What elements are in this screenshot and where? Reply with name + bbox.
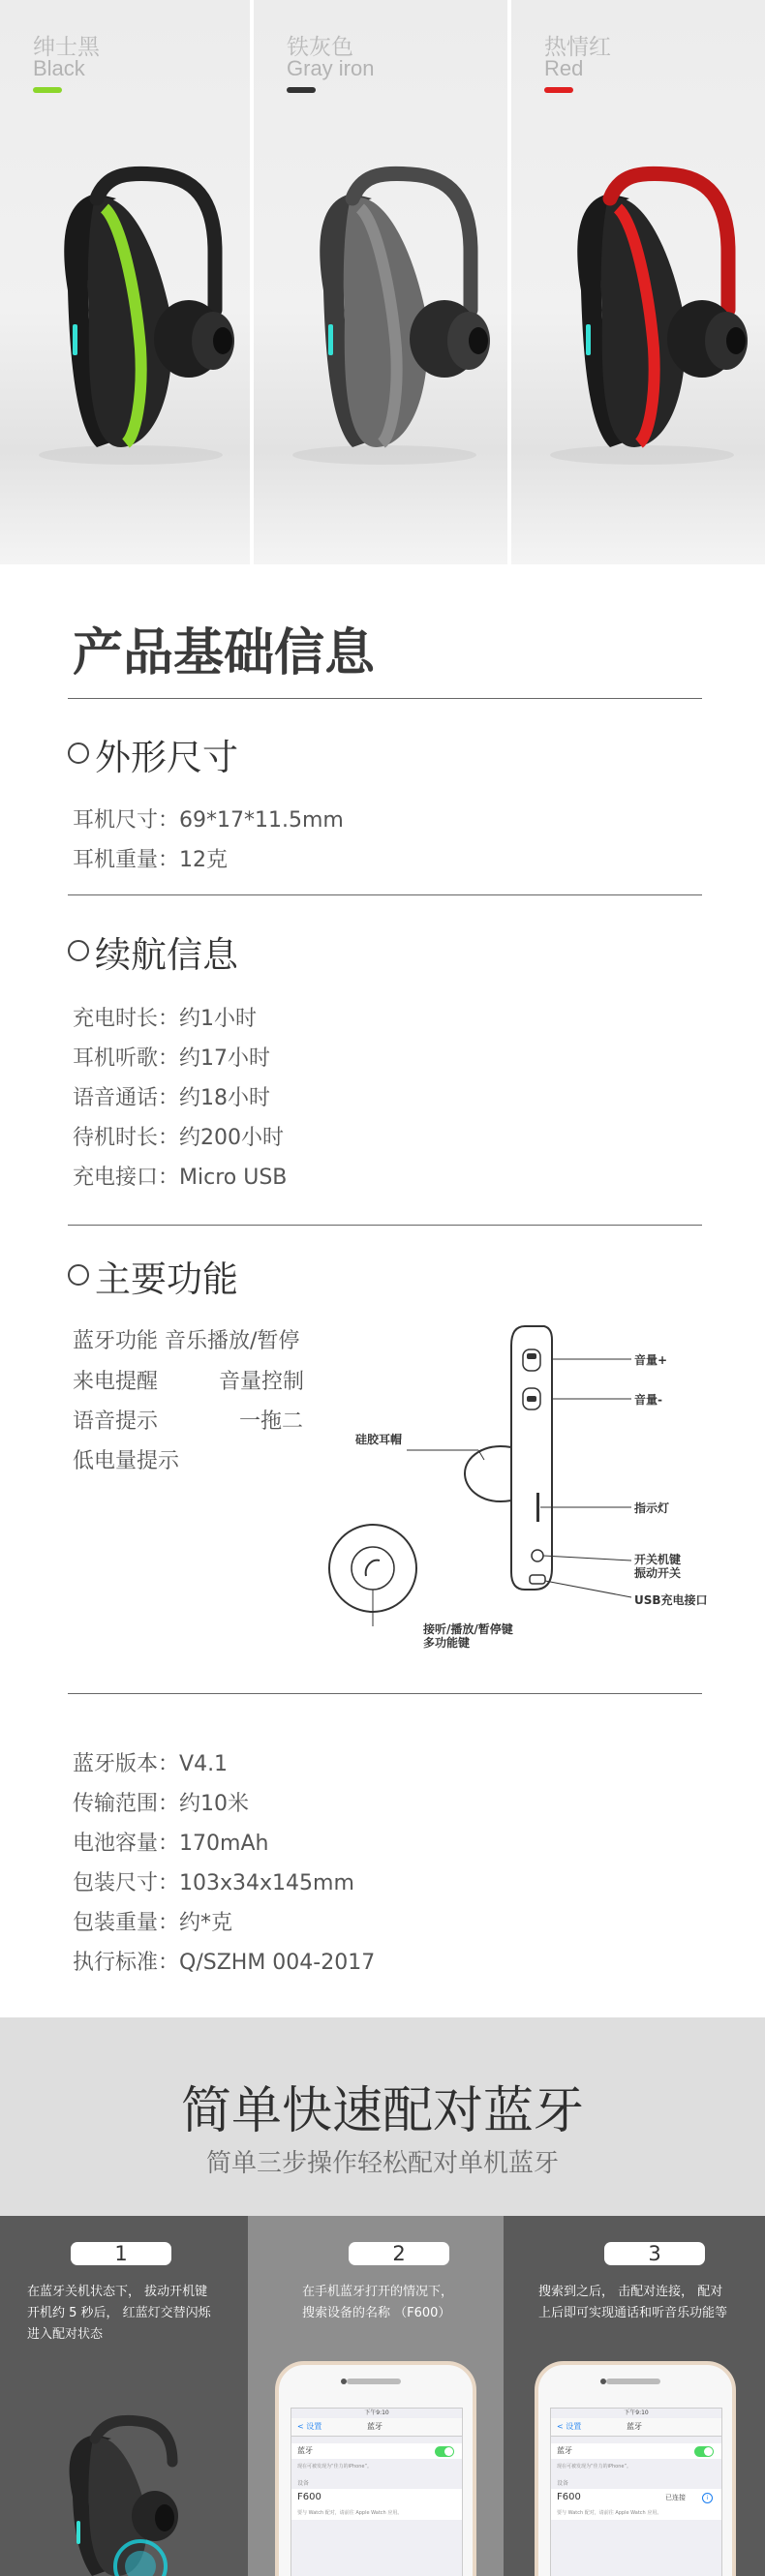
spec-value: Q/SZHM 004-2017 [179,1951,376,1975]
nav-bar [551,2418,721,2437]
phone-screen [291,2408,463,2576]
spec-row [73,1042,270,1072]
phone-speaker-icon [606,2379,660,2384]
divider [68,1225,702,1226]
label-multifunction-2: 多功能键 [423,1636,471,1650]
spec-value: Micro USB [179,1166,288,1190]
step-line: 开机约 5 秒后， 红蓝灯交替闪烁 [27,2306,211,2320]
step-line: 在手机蓝牙打开的情况下， [302,2285,454,2299]
bluetooth-toggle[interactable] [694,2446,714,2457]
label-vol-up: 音量+ [634,1353,668,1367]
spec-value: 约17小时 [179,1046,271,1071]
spec-value: 12克 [179,848,229,872]
circle-bullet-icon [68,1264,89,1286]
device-name: F600 [297,2492,321,2502]
device-row[interactable] [551,2489,721,2506]
variant-name-zh: 热情红 [544,35,611,60]
step-description [302,2282,496,2324]
connected-status: 已连接 [665,2494,686,2501]
bluetooth-label: 蓝牙 [557,2446,572,2455]
section-title-size [68,728,238,780]
spec-value: 约1小时 [179,1007,258,1031]
spec-label: 耳机听歌： [73,1046,180,1071]
bluetooth-toggle[interactable] [435,2446,454,2457]
function-item: 低电量提示 [73,1449,180,1473]
spec-label: 电池容量： [73,1832,180,1856]
device-name: F600 [557,2492,581,2502]
function-item: 语音提示 [73,1409,159,1434]
spec-row [73,803,344,833]
label-ear-cap: 硅胶耳帽 [355,1433,403,1446]
label-vibrate: 振动开关 [634,1566,682,1580]
phone-mockup [535,2361,736,2576]
discoverable-note: 现在可被发现为“佳力的iPhone”。 [557,2464,632,2470]
earpiece-black-image [0,0,250,564]
spec-row [73,1946,375,1976]
function-item: 音量控制 [219,1370,305,1394]
spec-value: V4.1 [179,1752,229,1776]
phone-screen [550,2408,722,2576]
spec-row [73,1747,228,1777]
section-title-text: 续航信息 [95,934,238,976]
variant-gray[interactable] [254,0,507,564]
spec-row [73,1161,287,1191]
earpiece-gray-image [254,0,507,564]
function-item: 一拖二 [239,1409,304,1434]
label-multifunction: 接听/播放/暂停键 [423,1622,513,1636]
spec-row [73,1906,232,1936]
spec-label: 包装重量： [73,1911,180,1935]
section-title-text: 主要功能 [95,1258,238,1300]
step-number: 2 [349,2242,449,2265]
nav-title: 蓝牙 [627,2422,642,2431]
variant-name-zh: 绅士黑 [33,35,100,60]
section-title-text: 外形尺寸 [95,737,238,778]
variant-name-en: Red [544,56,584,80]
info-icon[interactable]: i [702,2493,713,2503]
nav-bar [291,2418,462,2437]
spec-label: 语音通话： [73,1086,180,1110]
devices-header: 设备 [297,2480,310,2487]
divider [68,1693,702,1694]
spec-value: 约10米 [179,1792,250,1816]
spec-label: 传输范围： [73,1792,180,1816]
step-line: 上后即可实现通话和听音乐功能等 [538,2306,728,2320]
label-indicator: 指示灯 [634,1501,670,1515]
section-title-battery [68,925,238,978]
nav-title: 蓝牙 [367,2422,382,2431]
spec-value: 约18小时 [179,1086,271,1110]
circle-bullet-icon [68,940,89,961]
step-number: 1 [71,2242,171,2265]
spec-label: 执行标准： [73,1951,180,1975]
spec-value: 103x34x145mm [179,1871,354,1895]
function-item: 音乐播放/暂停 [165,1329,300,1353]
pairing-step-3 [504,2216,765,2576]
pairing-step-2 [248,2216,504,2576]
spec-label: 包装尺寸： [73,1871,180,1895]
section-title-functions [68,1250,238,1302]
spec-label: 充电接口： [73,1166,180,1190]
spec-row [73,1081,270,1111]
spec-row [73,1866,354,1896]
function-item: 来电提醒 [73,1370,159,1394]
device-row[interactable] [291,2489,462,2506]
divider [68,894,702,895]
spec-row [73,1121,284,1151]
spec-label: 耳机重量： [73,848,180,872]
device-hint: 要与 Watch 配对，请前往 Apple Watch 应用。 [557,2510,662,2516]
devices-header: 设备 [557,2480,569,2487]
pairing-step-1 [0,2216,248,2576]
step-line: 进入配对状态 [27,2327,104,2342]
back-link[interactable]: < 设置 [297,2422,322,2431]
pairing-title: 简单快速配对蓝牙 [180,2082,584,2140]
label-usb: USB充电接口 [634,1593,708,1607]
spec-value: 69*17*11.5mm [179,808,344,833]
phone-mockup [275,2361,476,2576]
earpiece-with-power-button-image [0,2216,248,2576]
circle-bullet-icon [68,742,89,764]
spec-row [73,1002,257,1032]
color-variants [0,0,765,564]
spec-label: 充电时长： [73,1007,180,1031]
step-line: 在蓝牙关机状态下， 拔动开机键 [27,2285,208,2299]
phone-speaker-icon [347,2379,401,2384]
label-power: 开关机键 [634,1553,682,1566]
spec-label: 待机时长： [73,1126,180,1150]
variant-name-en: Gray iron [287,56,375,80]
earpiece-red-image [511,0,765,564]
info-title: 产品基础信息 [73,624,376,682]
step-line: 搜索设备的名称 （F600） [302,2306,451,2320]
device-hint: 要与 Watch 配对，请前往 Apple Watch 应用。 [297,2510,403,2516]
bluetooth-row [551,2443,721,2459]
step-description [538,2282,761,2324]
spec-row [73,843,228,873]
spec-label: 耳机尺寸： [73,808,180,833]
spec-value: 170mAh [179,1832,269,1856]
status-time: 下午9:10 [364,2409,389,2416]
step-number: 3 [604,2242,705,2265]
step-line: 搜索到之后， 击配对连接， 配对 [538,2285,723,2299]
variant-black[interactable] [0,0,250,564]
variant-name-zh: 铁灰色 [287,35,353,60]
spec-row [73,1827,268,1857]
device-hint-row [551,2506,721,2520]
bluetooth-label: 蓝牙 [297,2446,313,2455]
status-time: 下午9:10 [624,2409,649,2416]
spec-value: 约200小时 [179,1126,285,1150]
back-link[interactable]: < 设置 [557,2422,582,2431]
discoverable-note: 现在可被发现为“佳力的iPhone”。 [297,2464,373,2470]
divider [68,698,702,699]
pairing-subtitle: 简单三步操作轻松配对单机蓝牙 [205,2149,559,2178]
spec-value: 约*克 [179,1911,233,1935]
device-hint-row [291,2506,462,2520]
bluetooth-row [291,2443,462,2459]
spec-label: 蓝牙版本： [73,1752,180,1776]
variant-red[interactable] [511,0,765,564]
function-item: 蓝牙功能 [73,1329,159,1353]
spec-row [73,1787,249,1817]
variant-name-en: Black [33,56,85,80]
label-vol-down: 音量- [634,1393,662,1407]
